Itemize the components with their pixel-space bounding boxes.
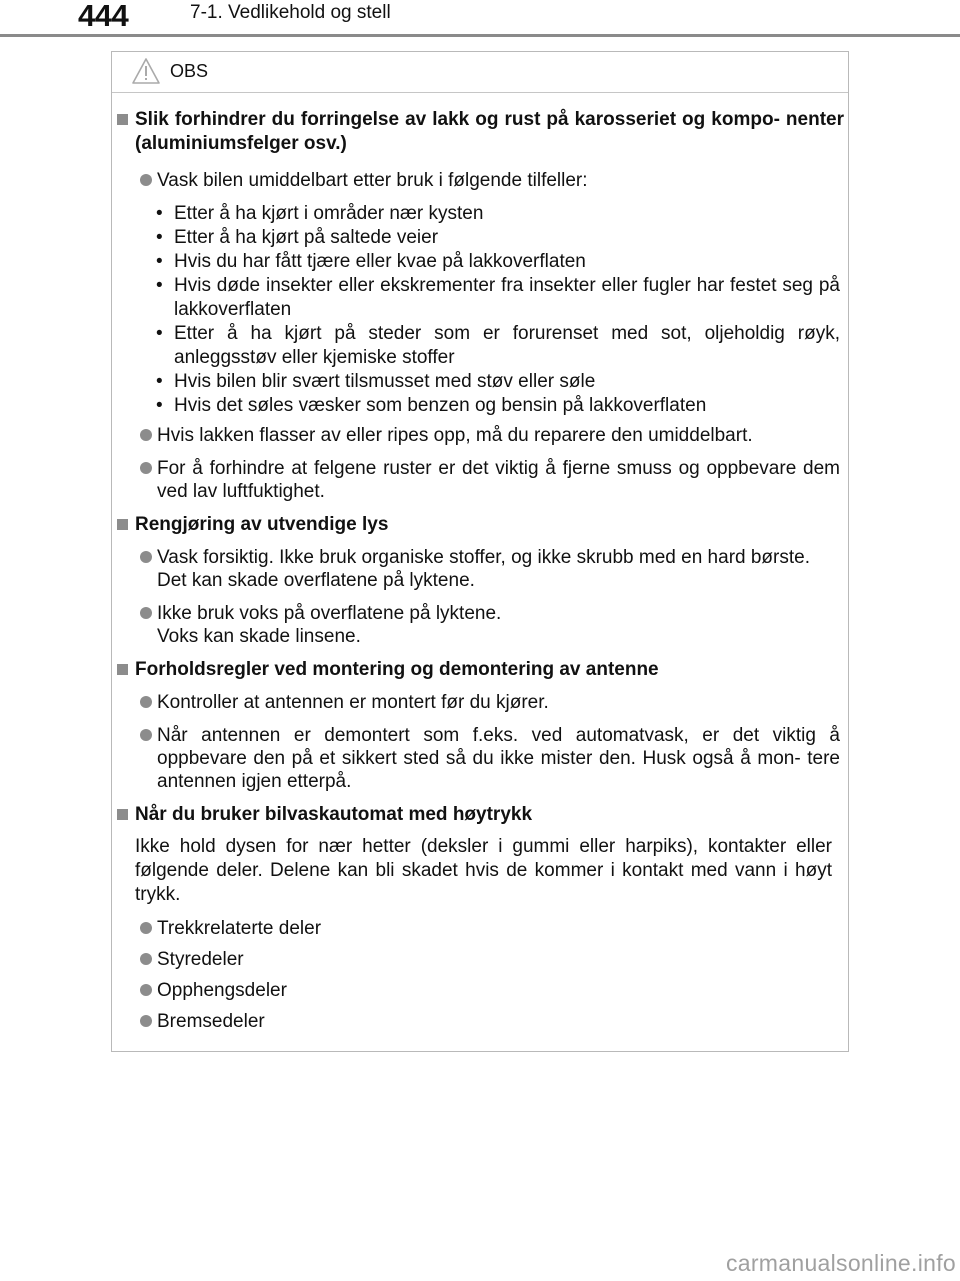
bullet-item: Trekkrelaterte deler bbox=[112, 917, 850, 940]
square-icon bbox=[117, 519, 128, 530]
circle-icon bbox=[140, 429, 152, 441]
circle-icon bbox=[140, 729, 152, 741]
bullet-item: Opphengsdeler bbox=[112, 979, 850, 1002]
bullet-item: Bremsedeler bbox=[112, 1010, 850, 1033]
circle-icon bbox=[140, 551, 152, 563]
sub-list-item: • Etter å ha kjørt på steder som er forurenset med sot, oljeholdig røyk, anleggsstøv eller kjemiske stoffer bbox=[156, 323, 840, 368]
sub-list-item: • Hvis det søles væsker som benzen og bensin på lakkoverflaten bbox=[156, 395, 707, 416]
square-icon bbox=[117, 664, 128, 675]
circle-icon bbox=[140, 953, 152, 965]
section-title: 7-1. Vedlikehold og stell bbox=[190, 2, 391, 23]
square-icon bbox=[117, 114, 128, 125]
bullet-item: Kontroller at antennen er montert før du kjører. bbox=[112, 691, 850, 714]
section-heading: Forholdsregler ved montering og demontering av antenne bbox=[112, 658, 850, 682]
square-icon bbox=[117, 809, 128, 820]
section-paragraph: Ikke hold dysen for nær hetter (deksler i gummi eller harpiks), kontakter eller følgende deler. Delene kan bli skadet hvis de kommer i kontakt med vann i høyt trykk. bbox=[135, 836, 832, 905]
obs-caution-box bbox=[111, 51, 849, 1052]
bullet-item: For å forhindre at felgene ruster er det viktig å fjerne smuss og oppbevare dem ved lav luftfuktighet. bbox=[112, 457, 850, 503]
bullet-item: Styredeler bbox=[112, 948, 850, 971]
obs-content bbox=[112, 108, 850, 1033]
sub-list-item: • Hvis døde insekter eller ekskrementer fra insekter eller fugler har festet seg på lakkoverflaten bbox=[156, 275, 840, 320]
bullet-item: Vask bilen umiddelbart etter bruk i følgende tilfeller: bbox=[112, 169, 850, 192]
obs-title: OBS bbox=[170, 61, 209, 81]
circle-icon bbox=[140, 922, 152, 934]
bullet-item: Vask forsiktig. Ikke bruk organiske stoffer, og ikke skrubb med en hard børste. Det kan skade overflatene på lyktene. bbox=[112, 546, 850, 592]
watermark: carmanualsonline.info bbox=[725, 1250, 956, 1276]
sub-list-item: • Etter å ha kjørt i områder nær kysten bbox=[156, 203, 484, 224]
header-rule bbox=[0, 34, 960, 37]
circle-icon bbox=[140, 1015, 152, 1027]
page-number: 444 bbox=[78, 0, 129, 33]
sub-list-item: • Hvis du har fått tjære eller kvae på lakkoverflaten bbox=[156, 251, 586, 272]
section-heading: Når du bruker bilvaskautomat med høytrykk bbox=[112, 803, 850, 827]
bullet-item: Når antennen er demontert som f.eks. ved automatvask, er det viktig å oppbevare den på et sikkert sted så du ikke mister den. Husk også å mon- tere antennen igjen etterpå. bbox=[112, 724, 850, 793]
circle-icon bbox=[140, 174, 152, 186]
section-heading: Rengjøring av utvendige lys bbox=[112, 513, 850, 537]
obs-header bbox=[112, 52, 848, 93]
circle-icon bbox=[140, 462, 152, 474]
section-heading: Slik forhindrer du forringelse av lakk og rust på karosseriet og kompo- nenter (aluminiumsfelger osv.) bbox=[112, 108, 850, 156]
circle-icon bbox=[140, 607, 152, 619]
sub-list-item: • Etter å ha kjørt på saltede veier bbox=[156, 227, 439, 248]
warning-triangle-icon bbox=[131, 57, 161, 90]
circle-icon bbox=[140, 984, 152, 996]
bullet-item: Ikke bruk voks på overflatene på lyktene. Voks kan skade linsene. bbox=[112, 602, 850, 648]
circle-icon bbox=[140, 696, 152, 708]
sub-list-item: • Hvis bilen blir svært tilsmusset med støv eller søle bbox=[156, 371, 596, 392]
bullet-item: Hvis lakken flasser av eller ripes opp, må du reparere den umiddelbart. bbox=[112, 424, 850, 447]
